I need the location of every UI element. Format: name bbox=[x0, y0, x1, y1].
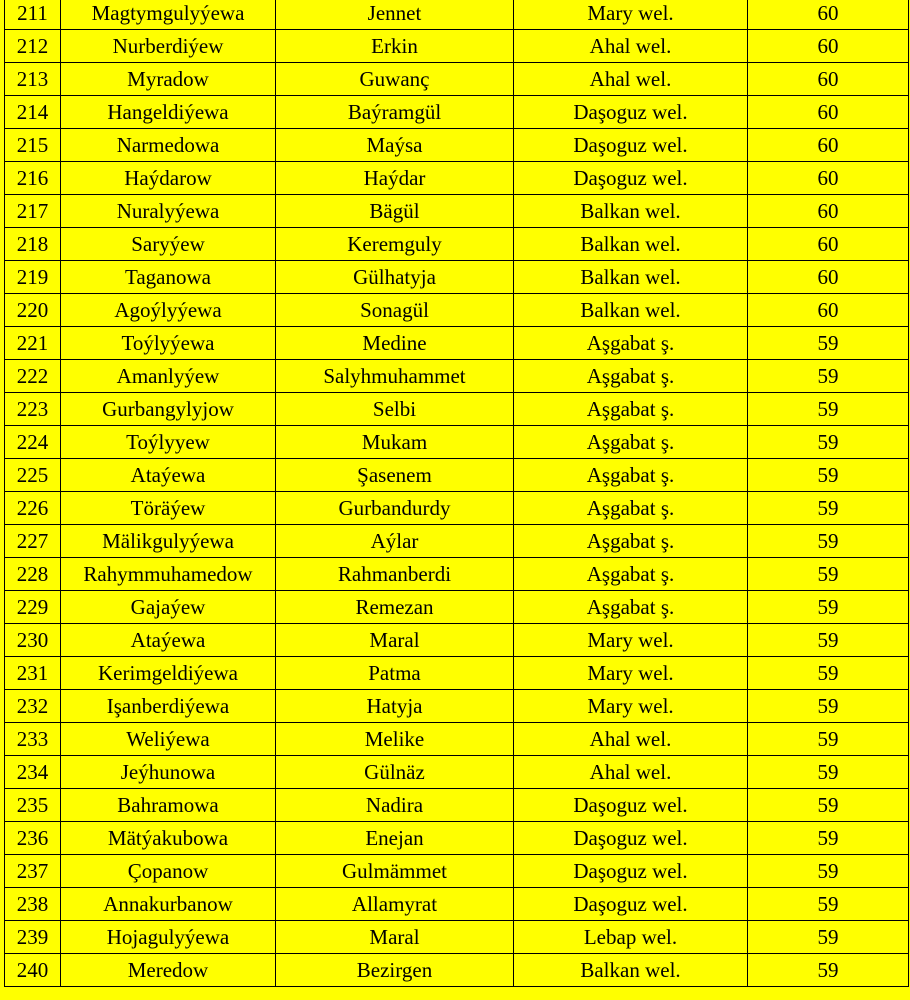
row-number-cell[interactable]: 221 bbox=[5, 327, 61, 360]
first-name-cell[interactable]: Enejan bbox=[276, 822, 514, 855]
score-cell[interactable]: 59 bbox=[748, 492, 909, 525]
score-cell[interactable]: 59 bbox=[748, 426, 909, 459]
row-number-cell[interactable]: 237 bbox=[5, 855, 61, 888]
table-row bbox=[5, 558, 909, 591]
table-row bbox=[5, 492, 909, 525]
region-cell[interactable]: Ahal wel. bbox=[514, 723, 748, 756]
first-name-cell[interactable]: Maýsa bbox=[276, 129, 514, 162]
score-cell[interactable]: 59 bbox=[748, 558, 909, 591]
score-cell[interactable]: 59 bbox=[748, 525, 909, 558]
region-cell[interactable]: Mary wel. bbox=[514, 657, 748, 690]
row-number-cell[interactable]: 218 bbox=[5, 228, 61, 261]
surname-cell[interactable]: Hangeldiýewa bbox=[61, 96, 276, 129]
table-row bbox=[5, 294, 909, 327]
first-name-cell[interactable]: Salyhmuhammet bbox=[276, 360, 514, 393]
table-row bbox=[5, 426, 909, 459]
first-name-cell[interactable]: Sonagül bbox=[276, 294, 514, 327]
table-row bbox=[5, 756, 909, 789]
row-number-cell[interactable]: 211 bbox=[5, 0, 61, 30]
score-cell[interactable]: 59 bbox=[748, 327, 909, 360]
region-cell[interactable]: Lebap wel. bbox=[514, 921, 748, 954]
table-row bbox=[5, 0, 909, 30]
score-cell[interactable]: 59 bbox=[748, 393, 909, 426]
row-number-cell[interactable]: 227 bbox=[5, 525, 61, 558]
first-name-cell[interactable]: Allamyrat bbox=[276, 888, 514, 921]
surname-cell[interactable]: Haýdarow bbox=[61, 162, 276, 195]
score-cell[interactable]: 59 bbox=[748, 690, 909, 723]
row-number-cell[interactable]: 235 bbox=[5, 789, 61, 822]
first-name-cell[interactable]: Keremguly bbox=[276, 228, 514, 261]
surname-cell[interactable]: Magtymgulyýewa bbox=[61, 0, 276, 30]
table-row bbox=[5, 657, 909, 690]
score-cell[interactable]: 60 bbox=[748, 63, 909, 96]
first-name-cell[interactable]: Hatyja bbox=[276, 690, 514, 723]
first-name-cell[interactable]: Gulmämmet bbox=[276, 855, 514, 888]
row-number-cell[interactable]: 223 bbox=[5, 393, 61, 426]
table-row bbox=[5, 162, 909, 195]
score-cell[interactable]: 59 bbox=[748, 459, 909, 492]
surname-cell[interactable]: Saryýew bbox=[61, 228, 276, 261]
score-cell[interactable]: 60 bbox=[748, 0, 909, 30]
score-cell[interactable]: 59 bbox=[748, 789, 909, 822]
score-cell[interactable]: 59 bbox=[748, 855, 909, 888]
surname-cell[interactable]: Nurberdiýew bbox=[61, 30, 276, 63]
first-name-cell[interactable]: Remezan bbox=[276, 591, 514, 624]
first-name-cell[interactable]: Maral bbox=[276, 624, 514, 657]
first-name-cell[interactable]: Patma bbox=[276, 657, 514, 690]
table-row bbox=[5, 888, 909, 921]
surname-cell[interactable]: Çopanow bbox=[61, 855, 276, 888]
surname-cell[interactable]: Weliýewa bbox=[61, 723, 276, 756]
score-cell[interactable]: 59 bbox=[748, 921, 909, 954]
surname-cell[interactable]: Agoýlyýewa bbox=[61, 294, 276, 327]
region-cell[interactable]: Daşoguz wel. bbox=[514, 855, 748, 888]
surname-cell[interactable]: Myradow bbox=[61, 63, 276, 96]
region-cell[interactable]: Mary wel. bbox=[514, 0, 748, 30]
first-name-cell[interactable]: Bägül bbox=[276, 195, 514, 228]
score-cell[interactable]: 59 bbox=[748, 624, 909, 657]
region-cell[interactable]: Mary wel. bbox=[514, 624, 748, 657]
row-number-cell[interactable]: 233 bbox=[5, 723, 61, 756]
table-row bbox=[5, 822, 909, 855]
table-row bbox=[5, 30, 909, 63]
first-name-cell[interactable]: Nadira bbox=[276, 789, 514, 822]
surname-cell[interactable]: Bahramowa bbox=[61, 789, 276, 822]
score-cell[interactable]: 60 bbox=[748, 162, 909, 195]
surname-cell[interactable]: Jeýhunowa bbox=[61, 756, 276, 789]
table-row bbox=[5, 360, 909, 393]
surname-cell[interactable]: Mälikgulyýewa bbox=[61, 525, 276, 558]
region-cell[interactable]: Ahal wel. bbox=[514, 30, 748, 63]
row-number-cell[interactable]: 239 bbox=[5, 921, 61, 954]
table-row bbox=[5, 327, 909, 360]
score-cell[interactable]: 60 bbox=[748, 228, 909, 261]
first-name-cell[interactable]: Gülhatyja bbox=[276, 261, 514, 294]
row-number-cell[interactable]: 230 bbox=[5, 624, 61, 657]
region-cell[interactable]: Daşoguz wel. bbox=[514, 162, 748, 195]
first-name-cell[interactable]: Baýramgül bbox=[276, 96, 514, 129]
score-cell[interactable]: 59 bbox=[748, 591, 909, 624]
surname-cell[interactable]: Toýlyyew bbox=[61, 426, 276, 459]
surname-cell[interactable]: Toýlyýewa bbox=[61, 327, 276, 360]
score-cell[interactable]: 59 bbox=[748, 954, 909, 987]
row-number-cell[interactable]: 220 bbox=[5, 294, 61, 327]
first-name-cell[interactable]: Jennet bbox=[276, 0, 514, 30]
surname-cell[interactable]: Nuralyýewa bbox=[61, 195, 276, 228]
region-cell[interactable]: Aşgabat ş. bbox=[514, 492, 748, 525]
row-number-cell[interactable]: 231 bbox=[5, 657, 61, 690]
table-row bbox=[5, 228, 909, 261]
score-cell[interactable]: 59 bbox=[748, 822, 909, 855]
first-name-cell[interactable]: Selbi bbox=[276, 393, 514, 426]
first-name-cell[interactable]: Rahmanberdi bbox=[276, 558, 514, 591]
score-cell[interactable]: 60 bbox=[748, 294, 909, 327]
region-cell[interactable]: Balkan wel. bbox=[514, 195, 748, 228]
region-cell[interactable]: Aşgabat ş. bbox=[514, 393, 748, 426]
region-cell[interactable]: Balkan wel. bbox=[514, 261, 748, 294]
row-number-cell[interactable]: 234 bbox=[5, 756, 61, 789]
score-cell[interactable]: 59 bbox=[748, 657, 909, 690]
surname-cell[interactable]: Narmedowa bbox=[61, 129, 276, 162]
first-name-cell[interactable]: Haýdar bbox=[276, 162, 514, 195]
table-row bbox=[5, 855, 909, 888]
region-cell[interactable]: Aşgabat ş. bbox=[514, 591, 748, 624]
surname-cell[interactable]: Mätýakubowa bbox=[61, 822, 276, 855]
region-cell[interactable]: Aşgabat ş. bbox=[514, 459, 748, 492]
first-name-cell[interactable]: Bezirgen bbox=[276, 954, 514, 987]
score-cell[interactable]: 60 bbox=[748, 195, 909, 228]
row-number-cell[interactable]: 216 bbox=[5, 162, 61, 195]
region-cell[interactable]: Balkan wel. bbox=[514, 228, 748, 261]
table-row bbox=[5, 723, 909, 756]
table-row bbox=[5, 261, 909, 294]
table-row bbox=[5, 954, 909, 987]
surname-cell[interactable]: Rahymmuhamedow bbox=[61, 558, 276, 591]
table-row bbox=[5, 96, 909, 129]
row-number-cell[interactable]: 215 bbox=[5, 129, 61, 162]
results-table bbox=[4, 0, 909, 987]
row-number-cell[interactable]: 236 bbox=[5, 822, 61, 855]
table-row bbox=[5, 393, 909, 426]
surname-cell[interactable]: Gurbangylyjow bbox=[61, 393, 276, 426]
region-cell[interactable]: Daşoguz wel. bbox=[514, 129, 748, 162]
region-cell[interactable]: Daşoguz wel. bbox=[514, 822, 748, 855]
first-name-cell[interactable]: Şasenem bbox=[276, 459, 514, 492]
first-name-cell[interactable]: Erkin bbox=[276, 30, 514, 63]
first-name-cell[interactable]: Maral bbox=[276, 921, 514, 954]
score-cell[interactable]: 59 bbox=[748, 360, 909, 393]
table-row bbox=[5, 459, 909, 492]
surname-cell[interactable]: Taganowa bbox=[61, 261, 276, 294]
first-name-cell[interactable]: Melike bbox=[276, 723, 514, 756]
row-number-cell[interactable]: 229 bbox=[5, 591, 61, 624]
row-number-cell[interactable]: 240 bbox=[5, 954, 61, 987]
table-row bbox=[5, 921, 909, 954]
region-cell[interactable]: Balkan wel. bbox=[514, 294, 748, 327]
score-cell[interactable]: 60 bbox=[748, 261, 909, 294]
table-row bbox=[5, 789, 909, 822]
score-cell[interactable]: 59 bbox=[748, 888, 909, 921]
surname-cell[interactable]: Ataýewa bbox=[61, 459, 276, 492]
surname-cell[interactable]: Töräýew bbox=[61, 492, 276, 525]
region-cell[interactable]: Aşgabat ş. bbox=[514, 327, 748, 360]
surname-cell[interactable]: Annakurbanow bbox=[61, 888, 276, 921]
score-cell[interactable]: 59 bbox=[748, 723, 909, 756]
row-number-cell[interactable]: 226 bbox=[5, 492, 61, 525]
region-cell[interactable]: Daşoguz wel. bbox=[514, 888, 748, 921]
row-number-cell[interactable]: 224 bbox=[5, 426, 61, 459]
region-cell[interactable]: Ahal wel. bbox=[514, 63, 748, 96]
score-cell[interactable]: 60 bbox=[748, 129, 909, 162]
region-cell[interactable]: Aşgabat ş. bbox=[514, 525, 748, 558]
first-name-cell[interactable]: Gülnäz bbox=[276, 756, 514, 789]
table-row bbox=[5, 690, 909, 723]
score-cell[interactable]: 60 bbox=[748, 30, 909, 63]
table-row bbox=[5, 63, 909, 96]
region-cell[interactable]: Balkan wel. bbox=[514, 954, 748, 987]
table-row bbox=[5, 129, 909, 162]
surname-cell[interactable]: Meredow bbox=[61, 954, 276, 987]
row-number-cell[interactable]: 212 bbox=[5, 30, 61, 63]
table-row bbox=[5, 195, 909, 228]
row-number-cell[interactable]: 222 bbox=[5, 360, 61, 393]
surname-cell[interactable]: Kerimgeldiýewa bbox=[61, 657, 276, 690]
row-number-cell[interactable]: 228 bbox=[5, 558, 61, 591]
row-number-cell[interactable]: 232 bbox=[5, 690, 61, 723]
surname-cell[interactable]: Işanberdiýewa bbox=[61, 690, 276, 723]
region-cell[interactable]: Mary wel. bbox=[514, 690, 748, 723]
first-name-cell[interactable]: Aýlar bbox=[276, 525, 514, 558]
first-name-cell[interactable]: Gurbandurdy bbox=[276, 492, 514, 525]
table-row bbox=[5, 624, 909, 657]
table-row bbox=[5, 525, 909, 558]
surname-cell[interactable]: Gajaýew bbox=[61, 591, 276, 624]
score-cell[interactable]: 60 bbox=[748, 96, 909, 129]
region-cell[interactable]: Aşgabat ş. bbox=[514, 426, 748, 459]
surname-cell[interactable]: Ataýewa bbox=[61, 624, 276, 657]
first-name-cell[interactable]: Medine bbox=[276, 327, 514, 360]
row-number-cell[interactable]: 217 bbox=[5, 195, 61, 228]
row-number-cell[interactable]: 213 bbox=[5, 63, 61, 96]
score-cell[interactable]: 59 bbox=[748, 756, 909, 789]
row-number-cell[interactable]: 238 bbox=[5, 888, 61, 921]
table-row bbox=[5, 591, 909, 624]
region-cell[interactable]: Daşoguz wel. bbox=[514, 96, 748, 129]
region-cell[interactable]: Ahal wel. bbox=[514, 756, 748, 789]
results-table-body bbox=[5, 0, 909, 987]
row-number-cell[interactable]: 219 bbox=[5, 261, 61, 294]
surname-cell[interactable]: Amanlyýew bbox=[61, 360, 276, 393]
region-cell[interactable]: Aşgabat ş. bbox=[514, 558, 748, 591]
region-cell[interactable]: Daşoguz wel. bbox=[514, 789, 748, 822]
surname-cell[interactable]: Hojagulyýewa bbox=[61, 921, 276, 954]
first-name-cell[interactable]: Guwanç bbox=[276, 63, 514, 96]
region-cell[interactable]: Aşgabat ş. bbox=[514, 360, 748, 393]
first-name-cell[interactable]: Mukam bbox=[276, 426, 514, 459]
row-number-cell[interactable]: 225 bbox=[5, 459, 61, 492]
row-number-cell[interactable]: 214 bbox=[5, 96, 61, 129]
